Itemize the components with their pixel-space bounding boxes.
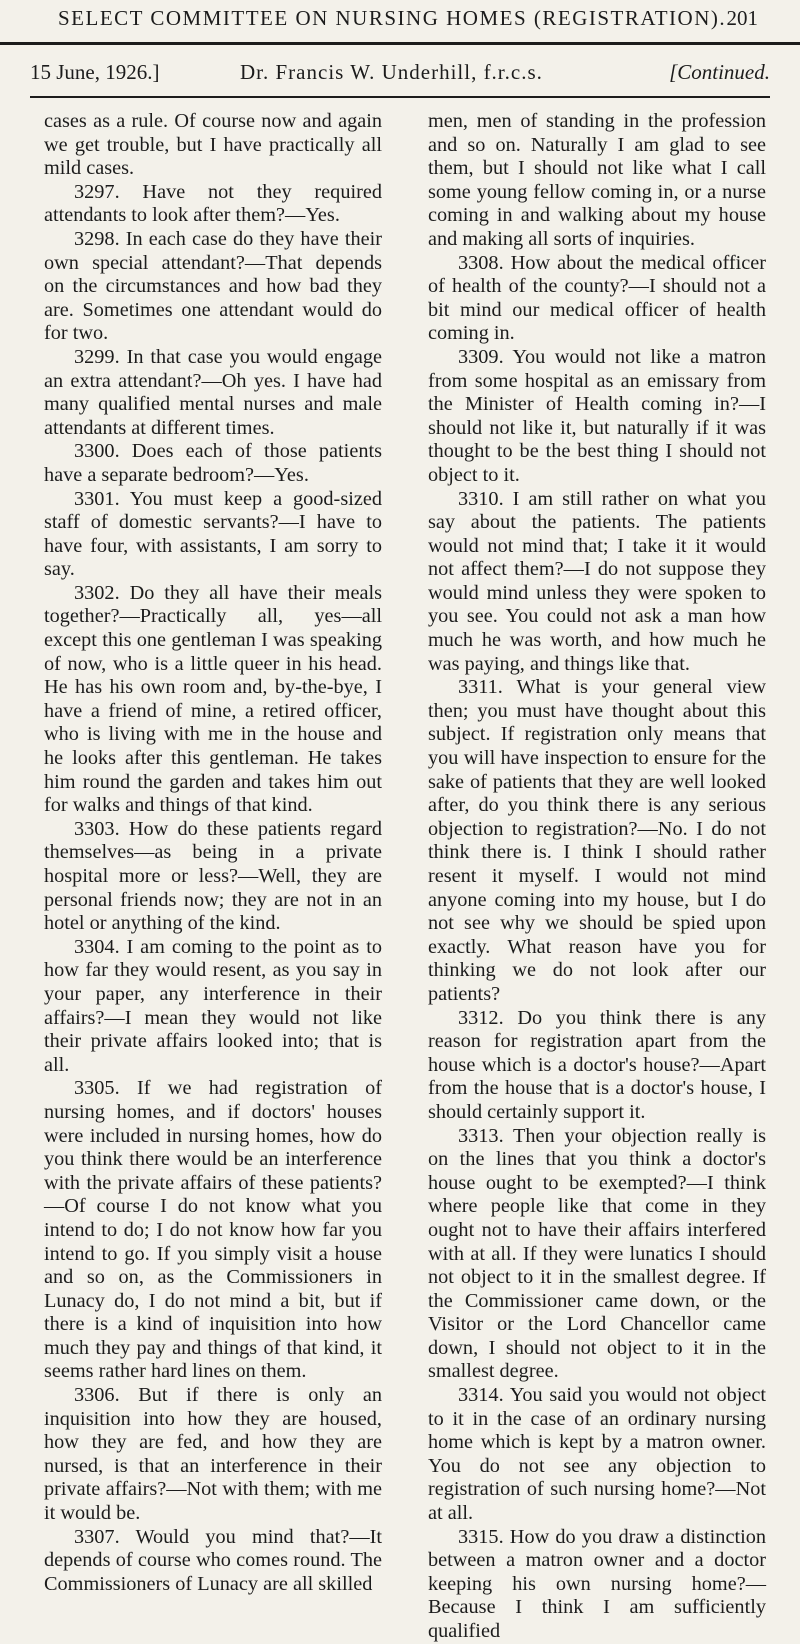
paragraph: 3306. But if there is only an inquisition into how they are housed, how they are fed, and how they are nursed, is that an interference in their private affairs?—Not with them; with me it would be. <box>44 1384 382 1525</box>
report-title: SELECT COMMITTEE ON NURSING HOMES (REGISTRATION). <box>58 6 727 30</box>
paragraph: 3313. Then your objection really is on the lines that you think a doctor's house ought to be exempted?—I think where people like that come in they ought not to have their affairs interfered with at all. If they were lunatics I should not object to it in the smallest degree. If the Commissioner came down, or the Visitor or the Lord Chancellor came down, I should not object to it in the smallest degree. <box>428 1124 766 1383</box>
header-rule <box>0 42 800 45</box>
witness-name: Dr. Francis W. Underhill, f.r.c.s. <box>240 60 543 84</box>
continued-label: [Continued. <box>669 60 770 84</box>
paragraph: 3303. How do these patients regard themselves—as being in a private hospital more or less?—Well, they are personal friends now; they are not in an hotel or anything of the kind. <box>44 817 382 935</box>
left-column <box>44 110 382 1596</box>
paragraph: 3315. How do you draw a distinction between a matron owner and a doctor keeping his own nursing home?—Because I think I am sufficiently qualified <box>428 1525 766 1642</box>
paragraph: 3308. How about the medical officer of health of the county?—I should not a bit mind our medical officer of health coming in. <box>428 251 766 345</box>
witness-line <box>30 60 770 90</box>
right-column <box>428 110 766 1644</box>
paragraph: 3307. Would you mind that?—It depends of course who comes round. The Commissioners of Lunacy are all skilled <box>44 1525 382 1595</box>
paragraph: 3298. In each case do they have their own special attendant?—That depends on the circumstances and how bad they are. Sometimes one attendant would do for two. <box>44 227 382 345</box>
paragraph: cases as a rule. Of course now and again we get trouble, but I have practically all mild cases. <box>44 110 382 180</box>
paragraph: 3302. Do they all have their meals together?—Practically all, yes—all except this one gentleman I was speaking of now, who is a little queer in his head. He has his own room and, by-the-bye, I have a friend of mine, a retired officer, who is living with me in the house and he looks after this gentleman. He takes him round the garden and takes him out for walks and things of that kind. <box>44 581 382 817</box>
page-number: 201 <box>726 6 758 30</box>
paragraph: 3314. You said you would not object to it in the case of an ordinary nursing home which is kept by a matron owner. You do not see any objection to registration of such nursing home?—Not at all. <box>428 1384 766 1525</box>
paragraph: 3299. In that case you would engage an extra attendant?—Oh yes. I have had many qualified mental nurses and male attendants at different times. <box>44 345 382 439</box>
paragraph: 3300. Does each of those patients have a separate bedroom?—Yes. <box>44 440 382 486</box>
paragraph: 3310. I am still rather on what you say about the patients. The patients would not mind that; I take it it would not affect them?—I do not suppose they would mind unless they were spoken to you see. You could not ask a man how much he was worth, and how much he was paying, and things like that. <box>428 487 766 675</box>
paragraph: men, men of standing in the profession and so on. Naturally I am glad to see them, but I should not like what I call some young fellow coming in, or a nurse coming in and walking about my house and making all sorts of inquiries. <box>428 110 766 250</box>
paragraph: 3301. You must keep a good-sized staff of domestic servants?—I have to have four, with assistants, I am sorry to say. <box>44 487 382 581</box>
session-date: 15 June, 1926.] <box>30 60 160 84</box>
paragraph: 3305. If we had registration of nursing homes, and if doctors' houses were included in nursing homes, how do you think there would be an interference with the private affairs of these patients?—Of course I do not know what you intend to do; I do not know how far you intend to go. If you simply visit a house and so on, as the Commissioners in Lunacy do, I do not mind a bit, but if there is a kind of inquisition into how much they pay and things of that kind, it seems rather hard lines on them. <box>44 1077 382 1383</box>
paragraph: 3312. Do you think there is any reason for registration apart from the house which is a doctor's house?—Apart from the house that is a doctor's house, I should certainly support it. <box>428 1006 766 1123</box>
paragraph: 3297. Have not they required attendants to look after them?—Yes. <box>44 180 382 227</box>
running-head <box>58 6 758 31</box>
paragraph: 3311. What is your general view then; you must have thought about this subject. If registration only means that you will have inspection to ensure for the sake of patients that they are well looked after, do you think there is any serious objection to registration?—No. I do not think there is. I think I should rather resent it myself. I would not mind anyone coming into my house, but I do not see why we should be spied upon exactly. What reason have you for thinking we do not look after our patients? <box>428 676 766 1005</box>
paragraph: 3304. I am coming to the point as to how far they would resent, as you say in your paper, any interference in their affairs?—I mean they would not like their private affairs looked into; that is all. <box>44 935 382 1076</box>
paragraph: 3309. You would not like a matron from some hospital as an emissary from the Minister of Health coming in?—I should not like it, but naturally if it was thought to be the best thing I should not object to it. <box>428 345 766 486</box>
subhead-rule <box>30 96 770 98</box>
